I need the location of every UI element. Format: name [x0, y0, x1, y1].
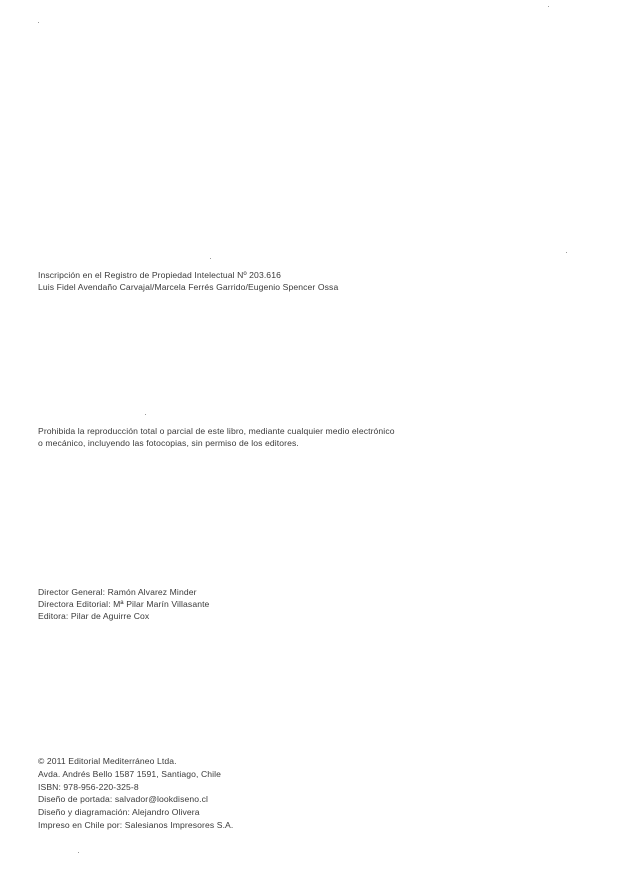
- notice-line: o mecánico, incluyendo las fotocopias, sin permiso de los editores.: [38, 438, 299, 448]
- scan-speck: [78, 852, 79, 853]
- notice-line: Prohibida la reproducción total o parcial de este libro, mediante cualquier medio electrónico: [38, 426, 395, 436]
- copyright-line: © 2011 Editorial Mediterráneo Ltda.: [38, 756, 177, 766]
- editorial-director-line: Directora Editorial: Mª Pilar Marín Villasante: [38, 599, 210, 610]
- director-general-line: Director General: Ramón Alvarez Minder: [38, 587, 197, 597]
- editorial-staff-block: [38, 586, 209, 623]
- reproduction-notice-block: [38, 425, 395, 449]
- scan-speck: [145, 414, 146, 415]
- address-line: Avda. Andrés Bello 1587 1591, Santiago, Chile: [38, 768, 222, 779]
- cover-design-line: Diseño de portada: salvador@lookdiseno.cl: [38, 794, 208, 805]
- scan-speck: [548, 6, 549, 7]
- layout-design-line: Diseño y diagramación: Alejandro Olivera: [38, 807, 200, 818]
- scan-speck: [210, 258, 211, 259]
- registration-line: Inscripción en el Registro de Propiedad Intelectual Nº 203.616: [38, 270, 281, 280]
- authors-line: Luis Fidel Avendaño Carvajal/Marcela Ferrés Garrido/Eugenio Spencer Ossa: [38, 282, 339, 292]
- editor-line: Editora: Pilar de Aguirre Cox: [38, 611, 150, 622]
- scan-speck: [38, 22, 39, 23]
- copyright-registration-block: [38, 269, 338, 293]
- publisher-info-block: [38, 755, 233, 832]
- scan-speck: [566, 252, 567, 253]
- printer-line: Impreso en Chile por: Salesianos Impresores S.A.: [38, 819, 234, 830]
- isbn-line: ISBN: 978-956-220-325-8: [38, 781, 139, 792]
